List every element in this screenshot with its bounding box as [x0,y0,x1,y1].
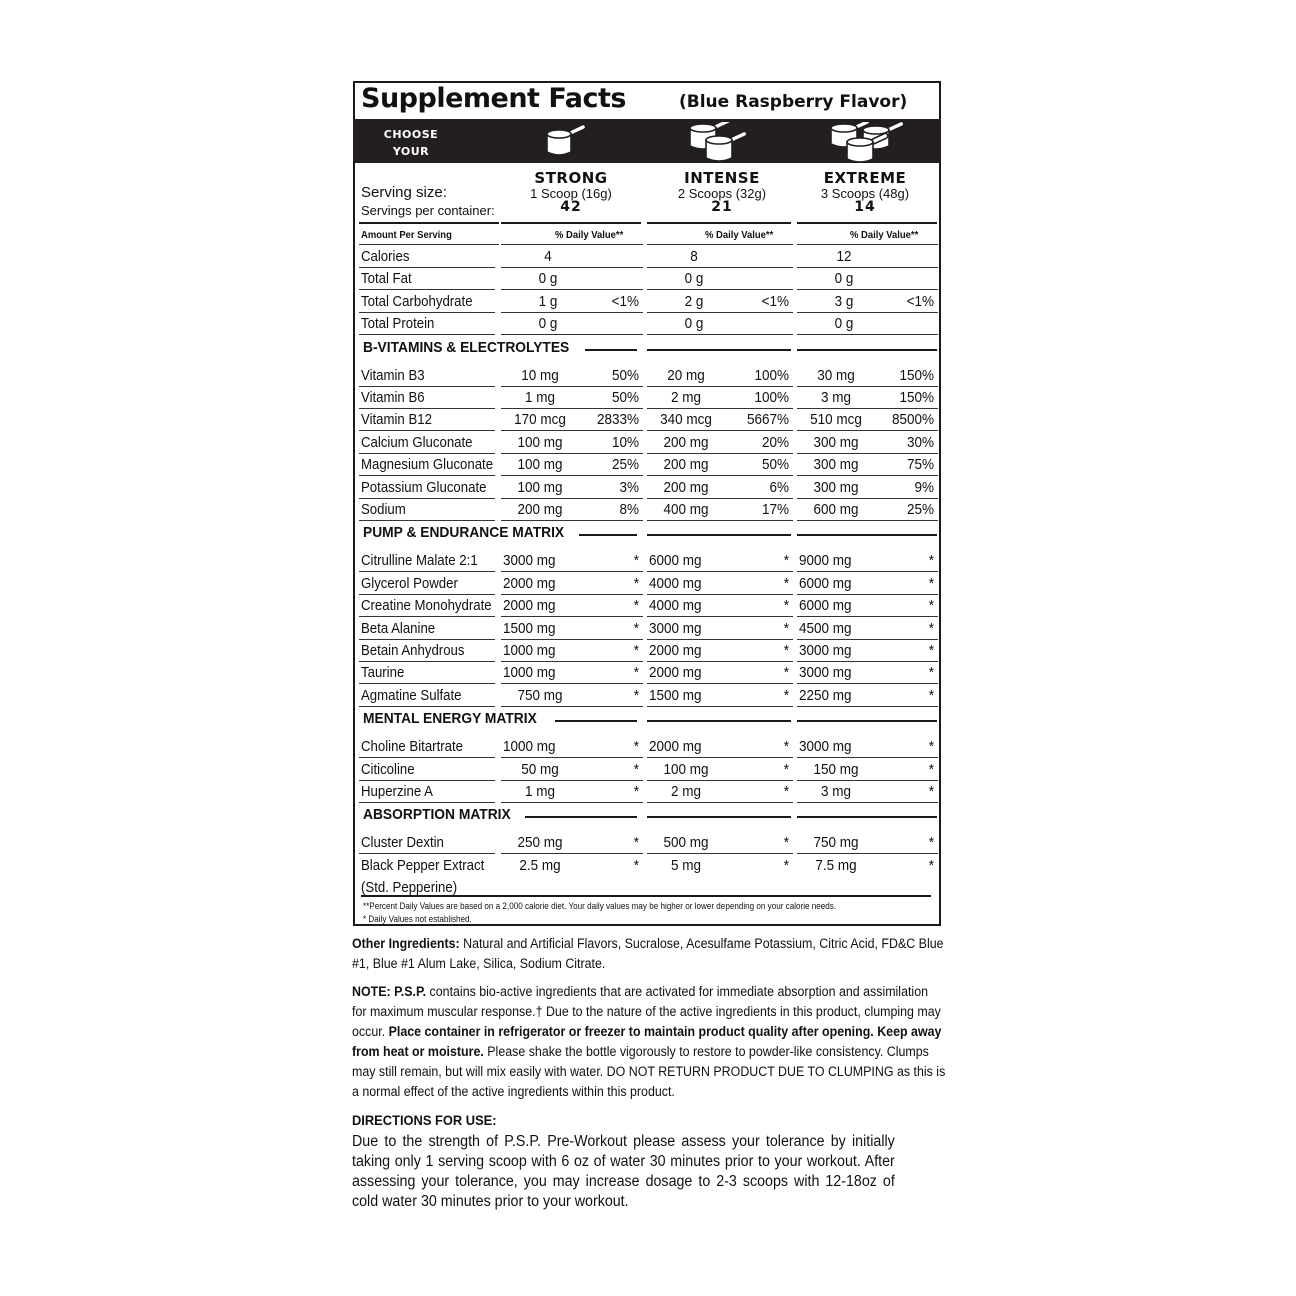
nutrient-name: Vitamin B12 [361,411,432,429]
rule [797,334,938,335]
nutrient-amount: 3000 mg [799,642,852,659]
rule [501,222,641,224]
nutrient-amount: 750 mg [517,686,563,704]
nutrient-daily-value: 8500% [891,411,934,429]
nutrient-amount: 6000 mg [649,552,702,570]
nutrient-daily-value: * [633,574,639,592]
nutrient-daily-value: * [928,834,934,852]
nutrient-name: Glycerol Powder [361,574,458,592]
nutrient-amount: 30 mg [817,366,855,384]
nutrient-daily-value: 6% [769,478,789,496]
nutrient-amount: 3000 mg [799,664,852,682]
nutrient-daily-value: <1% [611,292,639,310]
nutrient-amount: 3 mg [820,389,852,406]
nutrient-amount: 200 mg [517,501,563,518]
column-servings: 42 [560,199,582,215]
nutrient-daily-value: <1% [761,292,789,310]
flavor-label: (Blue Raspberry Flavor) [679,92,908,112]
nutrient-daily-value: * [633,738,639,756]
nutrient-name: Citrulline Malate 2:1 [361,552,478,570]
nutrient-name: Magnesium Gluconate [361,456,494,474]
nutrient-amount: 200 mg [663,478,709,496]
daily-value-header: % Daily Value** [555,229,624,241]
nutrient-name: Total Carbohydrate [361,292,473,310]
rule [359,222,499,224]
nutrient-row [361,781,941,803]
nutrient-amount: 2 g [684,292,704,310]
nutrient-daily-value: * [928,574,934,592]
nutrient-name: Total Protein [361,315,435,333]
choose-line-2: STRENGTH [375,162,447,175]
nutrient-daily-value: 3% [619,478,639,496]
nutrient-row [361,573,941,595]
rule [647,802,793,803]
nutrient-amount: 2000 mg [649,664,702,682]
nutrient-amount: 100 mg [517,433,563,451]
nutrient-amount: 300 mg [813,478,859,496]
nutrient-name: Choline Bitartrate [361,738,463,756]
nutrient-amount: 1500 mg [649,686,702,704]
nutrient-row [361,409,941,431]
nutrient-row [361,685,941,707]
rule [579,534,637,536]
rule [585,349,637,351]
nutrient-amount: 3 g [834,292,854,310]
rule [647,706,793,707]
nutrient-amount: 7.5 mg [815,856,857,874]
nutrient-daily-value: 25% [906,501,934,518]
nutrient-name: Calcium Gluconate [361,433,473,451]
nutrient-daily-value: * [633,597,639,615]
note-block [352,982,944,1102]
nutrient-amount: 200 mg [663,456,709,474]
nutrient-amount: 4500 mg [799,619,852,637]
nutrient-row [361,759,941,781]
nutrient-name-line-2: (Std. Pepperine) [361,879,458,897]
nutrient-daily-value: * [633,834,639,852]
nutrient-daily-value: 50% [611,366,639,384]
nutrient-amount: 300 mg [813,433,859,451]
rule [647,520,793,521]
nutrient-daily-value: * [928,642,934,659]
rule [359,334,495,335]
column-serving-size: 3 Scoops (48g) [820,186,910,201]
nutrient-daily-value: 20% [761,433,789,451]
nutrient-amount: 8 [690,248,698,265]
rule [797,706,938,707]
nutrient-daily-value: * [783,686,789,704]
rule [359,706,495,707]
nutrient-amount: 6000 mg [799,574,852,592]
nutrient-row [361,832,941,854]
nutrient-amount: 2000 mg [649,642,702,659]
nutrient-name: Creatine Monohydrate [361,597,492,615]
nutrient-name: Huperzine A [361,783,433,800]
choose-strength-label [367,126,455,177]
section-heading: ABSORPTION MATRIX [363,806,511,824]
nutrient-name: Agmatine Sulfate [361,686,462,704]
rule [501,244,643,245]
nutrient-amount: 6000 mg [799,597,852,615]
strength-bar [353,119,941,175]
nutrient-amount: 20 mg [667,366,705,384]
note-label: NOTE: P.S.P. [352,984,427,999]
one-scoop-icon [543,122,589,160]
three-scoops-icon [827,122,907,166]
nutrient-daily-value: * [633,552,639,570]
rule [555,720,637,722]
nutrient-daily-value: * [928,597,934,615]
nutrient-daily-value: * [928,552,934,570]
nutrient-amount: 2 mg [670,389,702,406]
nutrient-daily-value: * [633,856,639,874]
serving-size-label: Serving size: [361,184,447,201]
nutrient-amount: 1 g [538,292,558,310]
rule [647,349,791,351]
nutrient-amount: 2000 mg [503,597,556,615]
nutrient-amount: 0 g [538,315,558,333]
facts-title: Supplement Facts [361,83,626,114]
nutrient-daily-value: * [928,686,934,704]
nutrient-daily-value: 10% [611,433,639,451]
nutrient-daily-value: * [783,597,789,615]
other-ingredients-label: Other Ingredients: [352,936,460,951]
rule [797,520,938,521]
nutrient-daily-value: * [928,619,934,637]
rule [797,244,938,245]
servings-per-container-label: Servings per container: [361,203,495,218]
section-heading: PUMP & ENDURANCE MATRIX [363,524,565,542]
rule [501,802,643,803]
column-serving-size: 2 Scoops (32g) [677,186,767,201]
nutrient-row [361,662,941,684]
nutrient-amount: 4000 mg [649,574,702,592]
nutrient-daily-value: 5667% [746,411,789,429]
nutrient-daily-value: 150% [899,389,934,406]
nutrient-amount: 3000 mg [799,738,852,756]
nutrient-amount: 100 mg [517,456,563,474]
rule [501,334,643,335]
nutrient-amount: 0 g [538,270,558,288]
nutrient-daily-value: * [783,619,789,637]
footnote-divider [361,895,931,897]
nutrient-daily-value: * [928,760,934,778]
nutrient-daily-value: * [633,686,639,704]
nutrient-row [361,246,941,268]
nutrient-daily-value: 17% [761,501,789,518]
rule [797,222,937,224]
nutrient-row [361,291,941,313]
nutrient-daily-value: * [633,619,639,637]
column-servings: 21 [711,199,733,215]
rule [501,520,643,521]
nutrient-row [361,432,941,454]
rule [359,802,495,803]
rule [359,520,495,521]
nutrient-daily-value: * [783,834,789,852]
rule [797,349,937,351]
other-ingredients-text: Natural and Artificial Flavors, Sucralose, Acesulfame Potassium, Citric Acid, FD&C Blue #1, Blue #1 Alum Lake, Silica, Sodium Citrate. [352,936,944,971]
nutrient-name: Beta Alanine [361,619,436,637]
supplement-facts-panel [353,81,941,926]
nutrient-name: Potassium Gluconate [361,478,487,496]
nutrient-amount: 300 mg [813,456,859,474]
nutrient-row [361,387,941,409]
nutrient-daily-value: * [783,552,789,570]
column-extreme [793,169,937,215]
nutrient-amount: 12 [836,248,852,265]
nutrient-daily-value: 150% [899,366,934,384]
nutrient-daily-value: * [783,738,789,756]
nutrient-amount: 0 g [834,270,854,288]
nutrient-name: Sodium [361,501,406,518]
nutrient-row [361,855,941,877]
nutrient-name: Taurine [361,664,405,682]
nutrient-daily-value: * [783,856,789,874]
rule [797,720,937,722]
nutrient-amount: 500 mg [663,834,709,852]
nutrient-amount: 200 mg [663,433,709,451]
nutrient-daily-value: * [783,664,789,682]
nutrient-row [361,550,941,572]
nutrient-name: Vitamin B6 [361,389,425,406]
rule [501,706,643,707]
nutrient-amount: 3000 mg [649,619,702,637]
nutrient-daily-value: 2833% [596,411,639,429]
column-name: INTENSE [684,169,760,187]
nutrient-name: Black Pepper Extract [361,856,485,874]
nutrient-daily-value: * [783,783,789,800]
nutrient-amount: 0 g [834,315,854,333]
nutrient-name: Cluster Dextin [361,834,444,852]
nutrient-row [361,499,941,521]
rule [359,244,499,245]
rule [797,802,938,803]
nutrient-amount: 510 mcg [810,411,862,429]
rule [647,534,791,536]
nutrient-amount: 10 mg [521,366,559,384]
column-intense [651,169,793,215]
nutrient-amount: 100 mg [517,478,563,496]
nutrient-row [361,477,941,499]
nutrient-daily-value: * [633,760,639,778]
nutrient-daily-value: * [783,760,789,778]
column-name: STRONG [534,169,608,187]
nutrient-amount: 0 g [684,315,704,333]
rule [647,720,791,722]
nutrient-amount: 5 mg [670,856,702,874]
nutrient-daily-value: 100% [754,366,789,384]
nutrient-amount: 750 mg [813,834,859,852]
nutrient-name: Betain Anhydrous [361,642,465,659]
nutrient-row [361,454,941,476]
nutrient-name: Calories [361,248,410,265]
nutrient-row [361,640,941,662]
directions-heading: DIRECTIONS FOR USE: [352,1112,497,1128]
nutrient-daily-value: 50% [611,389,639,406]
nutrient-amount: 100 mg [663,760,709,778]
footnote-not-established: * Daily Values not established. [363,914,472,924]
nutrient-row [361,313,941,335]
section-heading: B-VITAMINS & ELECTROLYTES [363,338,570,356]
note-text-1: contains bio-active ingredients that are activated for immediate absorption and assimilation for maximum muscular response.† Due to the nature of the active ingredients in this product, clumping may occur. [352,984,941,1039]
nutrient-row [361,268,941,290]
column-serving-size: 1 Scoop (16g) [530,186,612,201]
nutrient-daily-value: 8% [619,501,639,518]
nutrient-name: Total Fat [361,270,412,288]
nutrient-daily-value: * [928,856,934,874]
note-storage-warning: Place container in refrigerator or freezer to maintain product quality after opening. Keep away from heat or moisture. [352,1024,942,1059]
nutrient-row [361,365,941,387]
section-heading: MENTAL ENERGY MATRIX [363,710,537,728]
nutrient-daily-value: 100% [754,389,789,406]
nutrient-daily-value: * [783,642,789,659]
nutrient-amount: 1500 mg [503,619,556,637]
rule [525,816,637,818]
nutrient-name: Vitamin B3 [361,366,425,384]
nutrient-amount: 340 mcg [660,411,712,429]
nutrient-daily-value: * [633,783,639,800]
nutrient-amount: 3000 mg [503,552,556,570]
daily-value-header: % Daily Value** [850,229,919,241]
nutrient-amount: 2250 mg [799,686,852,704]
nutrient-daily-value: * [928,738,934,756]
rule [647,816,791,818]
rule [797,534,937,536]
rule [647,334,793,335]
nutrient-amount: 3 mg [820,783,852,800]
note-text-2: Please shake the bottle vigorously to restore to powder-like consistency. Clumps may still remain, but will mix easily with water. DO NOT RETURN PRODUCT DUE TO CLUMPING as this is a normal effect of the active ingredients within this product. [352,1044,946,1099]
nutrient-name: Citicoline [361,760,415,778]
nutrient-amount: 1000 mg [503,664,556,682]
nutrient-amount: 2000 mg [649,738,702,756]
nutrient-amount: 1 mg [524,783,556,800]
directions-text: Due to the strength of P.S.P. Pre-Workout please assess your tolerance by initially taking only 1 serving scoop with 6 oz of water 30 minutes prior to your workout. After assessing your tolerance, you may increase dosage to 2-3 scoops with 12-18oz of cold water 30 minutes prior to your workout. [352,1133,895,1210]
amount-per-serving-label: Amount Per Serving [361,229,452,241]
nutrient-amount: 4 [544,248,552,265]
nutrient-daily-value: 25% [611,456,639,474]
nutrient-daily-value: 75% [906,456,934,474]
nutrient-row [361,618,941,640]
nutrient-daily-value: 30% [906,433,934,451]
two-scoops-icon [686,122,748,164]
nutrient-daily-value: * [928,664,934,682]
nutrient-amount: 1000 mg [503,642,556,659]
nutrient-amount: 170 mcg [514,411,566,429]
rule [647,244,793,245]
nutrient-amount: 9000 mg [799,552,852,570]
nutrient-daily-value: * [783,574,789,592]
footnote-daily-values: **Percent Daily Values are based on a 2,000 calorie diet. Your daily values may be higher or lower depending on your calorie needs. [363,901,837,911]
nutrient-amount: 400 mg [663,501,709,518]
choose-line-1: CHOOSE YOUR [383,128,439,158]
nutrient-amount: 1000 mg [503,738,556,756]
nutrient-daily-value: * [633,642,639,659]
daily-value-header: % Daily Value** [705,229,774,241]
nutrient-daily-value: 9% [914,478,934,496]
nutrient-daily-value: * [633,664,639,682]
nutrient-amount: 150 mg [813,760,859,778]
nutrient-amount: 250 mg [517,834,563,852]
column-servings: 14 [854,199,876,215]
nutrient-amount: 4000 mg [649,597,702,615]
nutrient-amount: 1 mg [524,389,556,406]
other-ingredients [352,934,944,974]
nutrient-amount: 2000 mg [503,574,556,592]
nutrient-amount: 2 mg [670,783,702,800]
rule [797,816,937,818]
nutrient-amount: 50 mg [521,760,559,778]
column-name: EXTREME [823,169,907,187]
nutrient-amount: 0 g [684,270,704,288]
nutrient-daily-value: <1% [906,292,934,310]
nutrient-amount: 2.5 mg [519,856,561,874]
nutrient-row [361,736,941,758]
nutrient-daily-value: * [928,783,934,800]
rule [647,222,791,224]
column-strong [501,169,641,215]
nutrient-row [361,595,941,617]
nutrient-daily-value: 50% [761,456,789,474]
nutrient-amount: 600 mg [813,501,859,518]
